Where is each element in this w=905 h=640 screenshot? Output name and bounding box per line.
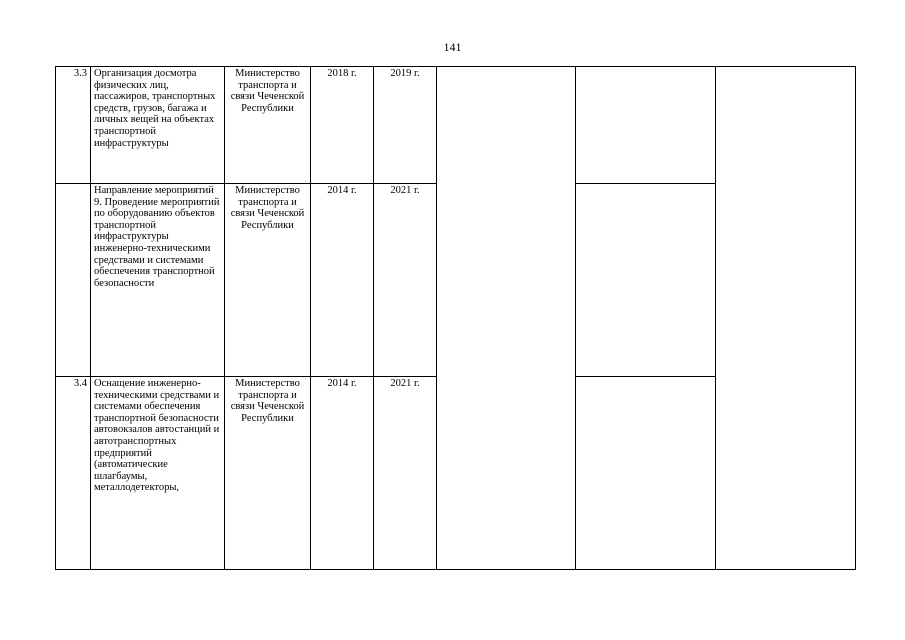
empty-cell [576, 377, 716, 570]
start-year: 2014 г. [311, 184, 374, 377]
table-row [56, 67, 856, 184]
end-year: 2019 г. [374, 67, 437, 184]
empty-cell [576, 184, 716, 377]
measure-name: Оснащение инженерно-техническими средствами и системами обеспечения транспортной безопасности автовокзалов автостанций и автотранспортных предприятий (автоматические шлагбаумы, металлодетекторы, [91, 377, 225, 570]
start-year: 2018 г. [311, 67, 374, 184]
measures-table [55, 66, 856, 570]
row-number: 3.3 [56, 67, 91, 184]
executor: Министерство транспорта и связи Чеченской Республики [225, 184, 311, 377]
measure-name: Организация досмотра физических лиц, пассажиров, транспортных средств, грузов, багажа и личных вещей на объектах транспортной инфраструктуры [91, 67, 225, 184]
row-number [56, 184, 91, 377]
executor: Министерство транспорта и связи Чеченской Республики [225, 377, 311, 570]
empty-cell [437, 67, 576, 570]
executor: Министерство транспорта и связи Чеченской Республики [225, 67, 311, 184]
empty-cell [576, 67, 716, 184]
end-year: 2021 г. [374, 184, 437, 377]
page-number: 141 [443, 40, 462, 54]
end-year: 2021 г. [374, 377, 437, 570]
measure-name: Направление мероприятий 9. Проведение мероприятий по оборудованию объектов транспортной инфраструктуры инженерно-техническими средствами и системами обеспечения транспортной безопасности [91, 184, 225, 377]
empty-cell [716, 67, 856, 570]
start-year: 2014 г. [311, 377, 374, 570]
row-number: 3.4 [56, 377, 91, 570]
